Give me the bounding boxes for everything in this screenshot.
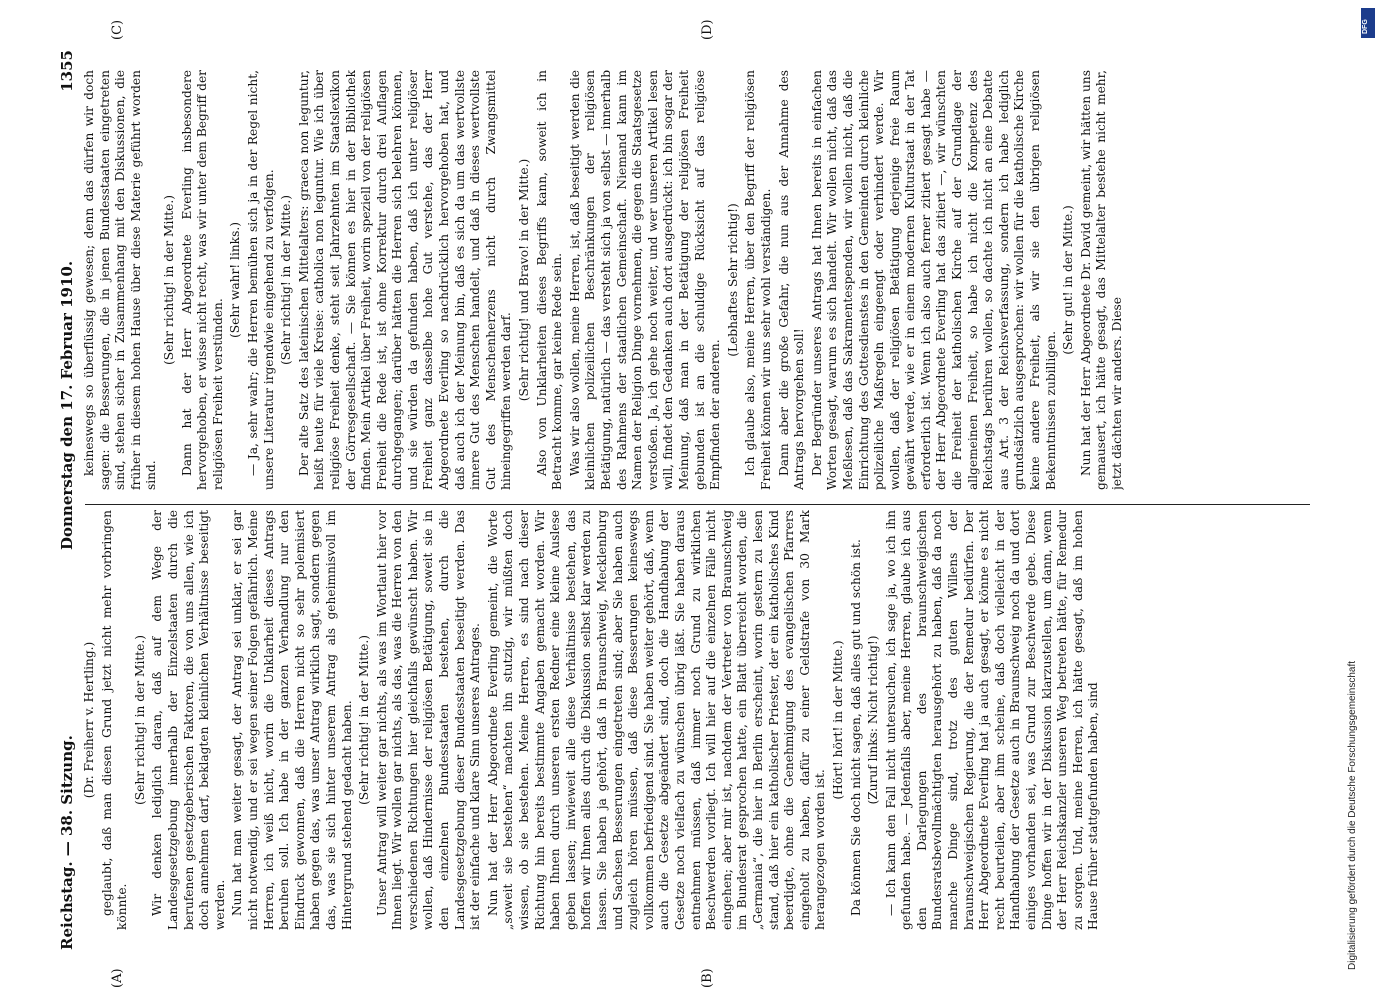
dfg-logo [1361, 8, 1375, 38]
paragraph: (Sehr richtig! und Bravo! in der Mitte.) [517, 158, 532, 402]
paragraph: (Sehr richtig! in der Mitte.) [279, 195, 294, 365]
paragraph: Also von Unklarheiten dieses Begriffs kann, soweit ich in Betracht komme, gar keine Rede sein. [534, 70, 565, 490]
digitization-note [1343, 10, 1365, 990]
right-column [82, 70, 1312, 490]
paragraph: Nun hat der Herr Abgeordnete Everling gemeint, die Worte „soweit sie bestehen“ machten ihn stutzig, wir müßten doch wissen, ob sie bestehen. Meine Herren, es sind nach dieser Richtung hin bereits bestimmte Angaben gemacht worden. Wir haben Ihnen durch unseren ersten Redner eine kleine Auslese geben lassen; inwieweit alle diese Verhältnisse bestehen, das hoffen wir Ihnen alles durch die Diskussion selbst klar werden zu lassen. Sie haben ja gehört, daß in Braunschweig, Mecklenburg und Sachsen Besserungen eingetreten sind; aber Sie haben auch zugleich hören müssen, daß diese Besserungen keineswegs vollkommen befriedigend sind. Sie haben weiter gehört, daß, wenn auch die Gesetze abgeändert sind, doch die Handhabung der Gesetze noch vielfach zu wünschen übrig läßt. Sie haben daraus entnehmen müssen, daß immer noch Grund zu wirklichen Beschwerden vorliegt. Ich will hier auf die einzelnen Fälle nicht eingehen; aber mir ist, nachdem der Vertreter von Braunschweig im Bundesrat gesprochen hatte, ein Blatt überreicht worden, die „Germania“, die hier in Berlin erscheint, worin gestern zu lesen stand, daß hier ein katholischer Priester, der ein katholisches Kind beerdigte, ohne die Genehmigung des evangelischen Pfarrers eingeholt zu haben, dafür zu einer Geldstrafe von 30 Mark herangezogen worden ist. [485, 510, 828, 930]
left-column [82, 510, 1312, 930]
paragraph: Dann aber die große Gefahr, die nun aus der Annahme des Antrags hervorgehen soll! [776, 70, 807, 490]
page-header [58, 50, 80, 950]
paragraph: Dann hat der Herr Abgeordnete Everling insbesondere hervorgehoben, er wisse nicht recht, was wir unter dem Begriff der religiösen Freiheit verstünden. [179, 70, 225, 490]
paragraph: Da können Sie doch nicht sagen, daß alles gut und schön ist. [848, 539, 863, 916]
column-separator [85, 504, 1310, 505]
paragraph: (Dr. Freiherr v. Hertling.) [82, 641, 96, 799]
paragraph: (Sehr richtig! in der Mitte.) [357, 635, 372, 805]
paragraph: (Sehr gut! in der Mitte.) [1061, 205, 1076, 355]
paragraph: — Ich kann den Fall nicht untersuchen, ich sage ja, wo ich ihn gefunden habe. — Jedenfalls aber, meine Herren, glaube ich aus den Darlegungen des braunschweigischen Bundesratsbevollmächtigten herausgehört zu haben, daß da noch manche Dinge sind, trotz des guten Willens der braunschweigischen Regierung, die der Remedur bedürfen. Der Herr Abgeordnete Everling hat ja auch gesagt, er könne es nicht recht beurteilen, aber ihm scheine, daß doch vielleicht in der Handhabung der Gesetze auch in Braunschweig noch da und dort einiges vorhanden sei, was Grund zur Beschwerde gebe. Diese Dinge hoffen wir in der Diskussion klarzustellen, um dann, wenn der Herr Reichskanzler unseren Weg betreten hätte, für Remedur zu sorgen. Und, meine Herren, ich hätte gesagt, daß im hohen Hause früher stattgefunden haben, sind [883, 510, 1101, 930]
paragraph: Was wir also wollen, meine Herren, ist, daß beseitigt werden die kleinlichen polizeilichen Beschränkungen der religiösen Betätigung, natürlich — das versteht sich ja von selbst — innerhalb des Rahmens der staatlichen Gemeinschaft. Niemand kann im Namen der Religion Dinge vornehmen, die gegen die Staatsgesetze verstoßen. Ja, ich gehe noch weiter, und wer unseren Artikel lesen will, findet den Gedanken auch dort ausgedrückt: ich bin sogar der Meinung, daß man in der Betätigung der religiösen Freiheit gebunden ist an die schuldige Rücksicht auf das religiöse Empfinden der anderen. [567, 70, 723, 490]
page-number: 1355 [58, 50, 76, 92]
paragraph: (Sehr richtig! in der Mitte.) [132, 635, 147, 805]
header-session: Reichstag. — 38. Sitzung. [58, 735, 76, 950]
paragraph: Nun hat der Herr Abgeordnete Dr. David gemeint, wir hätten uns gemausert, ich hätte gesagt, das Mittelalter bestehe nicht mehr, jetzt dächten wir anders. Diese [1078, 70, 1124, 490]
digitization-note-text: Digitalisierung gefördert durch die Deutsche Forschungsgemeinschaft [1347, 660, 1358, 970]
margin-marker-a: (A) [110, 968, 125, 988]
paragraph: keineswegs so überflüssig gewesen; denn das dürfen wir doch sagen: die Besserungen, die in jenen Bundesstaaten eingetreten sind, stehen sicher in Zusammenhang mit den Diskussionen, die früher in diesem hohen Hause über diese Materie geführt worden sind. [82, 70, 159, 490]
paragraph: (Sehr wahr! links.) [228, 222, 243, 338]
margin-marker-b: (B) [700, 968, 715, 988]
paragraph: Unser Antrag will weiter gar nichts, als was im Wortlaut hier vor Ihnen liegt. Wir wollen gar nichts, als das, was die Herren von den verschiedenen Richtungen hier gleichfalls gewünscht haben. Wir wollen, daß Hindernisse der religiösen Betätigung, soweit sie in den einzelnen Bundesstaaten bestehen, durch die Landesgesetzgebung dieser Bundesstaaten beseitigt werden. Das ist der einfache und klare Sinn unseres Antrages. [374, 510, 483, 930]
paragraph: — Ja, sehr wahr; die Herren bemühen sich ja in der Regel nicht, unsere Literatur irgendwie eingehend zu verfolgen. [245, 70, 276, 490]
paragraph: (Hört! hört! in der Mitte.) [830, 640, 845, 800]
paragraph: (Lebhaftes Sehr richtig!) [725, 203, 740, 357]
paragraph: geglaubt, daß man diesen Grund jetzt nicht mehr vorbringen könnte. [99, 510, 130, 930]
paragraph: Der Begründer unseres Antrags hat Ihnen bereits in einfachen Worten gesagt, warum es sich handelt. Wir wollen nicht, daß das Meßlesen, daß das Sakramentespenden, wir wollen nicht, daß die Einrichtung des Gottesdienstes in den Gemeinden durch kleinliche polizeiliche Maßregeln eingeengt oder verhindert werde. Wir wollen, daß der religiösen Betätigung derjenige freie Raum gewährt werde, wie er in einem modernen Kulturstaat in der Tat erforderlich ist. Wenn ich also auch ferner zitiert gesagt habe — der Herr Abgeordnete Everling hat das zitiert —, wir wünschten die Freiheit der katholischen Kirche auf der Grundlage der allgemeinen Freiheit, so habe ich nicht die Kompetenz des Reichstags berühren wollen, so dachte ich nicht an eine Debatte aus Art. 3 der Reichsverfassung, sondern ich habe lediglich grundsätzlich ausgesprochen: wir wollen für die katholische Kirche keine andere Freiheit, als wir sie den übrigen religiösen Bekenntnissen zubilligen. [809, 70, 1058, 490]
paragraph: Nun hat man weiter gesagt, der Antrag sei unklar, er sei gar nicht notwendig, und er sei wegen seiner Folgen gefährlich. Meine Herren, ich weiß nicht, worin die Unklarheit dieses Antrags beruhen soll. Ich habe in der ganzen Verhandlung nur den Eindruck gewonnen, daß die Herren nicht so sehr polemisiert haben gegen das, was unser Antrag wirklich sagt, sondern gegen das, was sie sich hinter unserem Antrag als geheimnisvoll im Hintergrund stehend gedacht haben. [230, 510, 354, 930]
paragraph: Der alte Satz des lateinischen Mittelalters: graeca non leguntur, heißt heute für viele Kreise: catholica non leguntur. Wie ich über religiöse Freiheit denke, steht seit Jahrzehnten im Staatslexikon der Görresgesellschaft. — Sie können es hier in der Bibliothek finden. Mein Artikel über Freiheit, worin speziell von der religiösen Freiheit die Rede ist, ist ohne Korrektur durch drei Auflagen durchgegangen; darüber hätten die Herren sich belehren können, und sie würden da gefunden haben, daß ich unter religiöser Freiheit ganz dasselbe hohe Gut verstehe, das der Herr Abgeordnete Everling so nachdrücklich hervorgehoben hat, und daß auch ich der Meinung bin, daß es sich da um das wertvollste innere Gut des Menschen handelt, und daß in dieses wertvollste Gut des Menschenherzens nicht durch Zwangsmittel hineingegriffen werden darf. [296, 70, 514, 490]
header-date: Donnerstag den 17. Februar 1910. [58, 260, 76, 550]
dfg-logo-text: DFG [1362, 19, 1369, 34]
paragraph: (Zuruf links: Nicht richtig!) [866, 635, 881, 805]
margin-marker-d: (D) [700, 19, 715, 40]
paragraph: (Sehr richtig! in der Mitte.) [161, 195, 176, 365]
paragraph: Wir denken lediglich daran, daß auf dem Wege der Landesgesetzgebung innerhalb der Einzelstaaten durch die berufenen gesetzgeberischen Faktoren, die von uns allen, wie ich doch annehmen darf, beklagten kleinlichen Verhältnisse beseitigt werden. [150, 510, 227, 930]
paragraph: Ich glaube also, meine Herren, über den Begriff der religiösen Freiheit können wir uns sehr wohl verständigen. [743, 70, 773, 490]
margin-marker-c: (C) [110, 19, 125, 40]
